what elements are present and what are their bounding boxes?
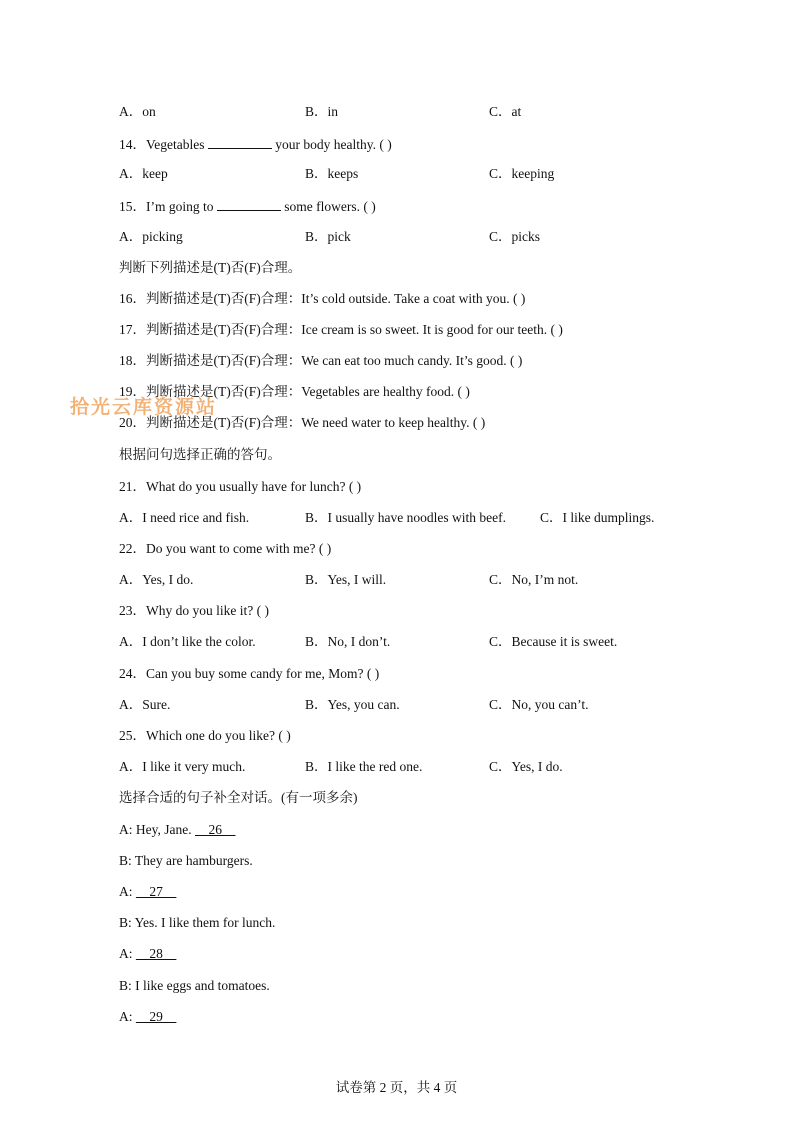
q13-option-c: C．at: [489, 104, 522, 119]
q13-option-b: B．in: [305, 104, 339, 119]
q15-option-c: C．picks: [489, 229, 541, 244]
question-number: 14．: [119, 137, 146, 152]
q22-option-b: B．Yes, I will.: [305, 572, 387, 587]
dialog-line-27: [119, 883, 176, 901]
q21-option-b: B．I usually have noodles with beef.: [305, 510, 506, 525]
q23-option-a: A．I don’t like the color.: [119, 634, 256, 649]
question-24: 24．Can you buy some candy for me, Mom? ( ): [119, 666, 380, 681]
dialog-blank: 29: [135, 1009, 177, 1024]
question-25: 25．Which one do you like? ( ): [119, 728, 291, 743]
question-text: your body healthy. ( ): [271, 137, 392, 152]
q25-option-c: C．Yes, I do.: [489, 759, 563, 774]
watermark: 拾光云库资源站: [70, 396, 218, 418]
q23-option-c: C．Because it is sweet.: [489, 634, 618, 649]
q13-option-a: A．on: [119, 104, 156, 119]
q14-option-a: A．keep: [119, 166, 168, 181]
dialog-line: B: I like eggs and tomatoes.: [119, 978, 270, 993]
q14-option-b: B．keeps: [305, 166, 359, 181]
q23-option-b: B．No, I don’t.: [305, 634, 391, 649]
q14-option-c: C．keeping: [489, 166, 555, 181]
question-15: [119, 196, 376, 216]
dialog-blank: 26: [194, 822, 236, 837]
dialog-blank: 28: [135, 946, 177, 961]
q15-option-a: A．picking: [119, 229, 183, 244]
question-21: 21．What do you usually have for lunch? ( ): [119, 479, 362, 494]
dialog-line: B: They are hamburgers.: [119, 853, 253, 868]
question-text: Vegetables: [146, 137, 208, 152]
question-16: 16．判断描述是(T)否(F)合理：It’s cold outside. Take a coat with you. ( ): [119, 291, 526, 306]
answer-blank: [217, 196, 281, 211]
dialog-section-heading: 选择合适的句子补全对话。(有一项多余): [119, 790, 358, 805]
q22-option-c: C．No, I’m not.: [489, 572, 579, 587]
question-19: 19．判断描述是(T)否(F)合理：Vegetables are healthy food. ( ): [119, 384, 470, 399]
q24-option-a: A．Sure.: [119, 697, 171, 712]
page-footer: 试卷第 2 页，共 4 页: [335, 1080, 458, 1095]
dialog-line: B: Yes. I like them for lunch.: [119, 915, 276, 930]
answer-blank: [208, 134, 272, 149]
question-number: 15．: [119, 199, 146, 214]
dialog-blank: 27: [135, 884, 177, 899]
question-20: 20．判断描述是(T)否(F)合理：We need water to keep healthy. ( ): [119, 415, 486, 430]
question-23: 23．Why do you like it? ( ): [119, 603, 269, 618]
q22-option-a: A．Yes, I do.: [119, 572, 194, 587]
dialog-speaker-text: A:: [119, 946, 136, 961]
question-text: some flowers. ( ): [280, 199, 376, 214]
question-18: 18．判断描述是(T)否(F)合理：We can eat too much candy. It’s good. ( ): [119, 353, 523, 368]
qa-section-heading: 根据问句选择正确的答句。: [119, 447, 281, 462]
dialog-speaker-text: A:: [119, 1009, 136, 1024]
question-14: [119, 134, 392, 154]
question-text: I’m going to: [146, 199, 217, 214]
question-17: 17．判断描述是(T)否(F)合理：Ice cream is so sweet. It is good for our teeth. ( ): [119, 322, 563, 337]
q24-option-b: B．Yes, you can.: [305, 697, 400, 712]
dialog-line-26: [119, 821, 235, 839]
tf-section-heading: 判断下列描述是(T)否(F)合理。: [119, 260, 302, 275]
q21-option-a: A．I need rice and fish.: [119, 510, 250, 525]
q25-option-a: A．I like it very much.: [119, 759, 246, 774]
dialog-speaker-text: A:: [119, 884, 136, 899]
dialog-line-28: [119, 945, 176, 963]
dialog-speaker-text: A: Hey, Jane.: [119, 822, 195, 837]
q25-option-b: B．I like the red one.: [305, 759, 423, 774]
q21-option-c: C．I like dumplings.: [540, 510, 655, 525]
q15-option-b: B．pick: [305, 229, 351, 244]
q24-option-c: C．No, you can’t.: [489, 697, 589, 712]
dialog-line-29: [119, 1008, 176, 1026]
question-22: 22．Do you want to come with me? ( ): [119, 541, 332, 556]
